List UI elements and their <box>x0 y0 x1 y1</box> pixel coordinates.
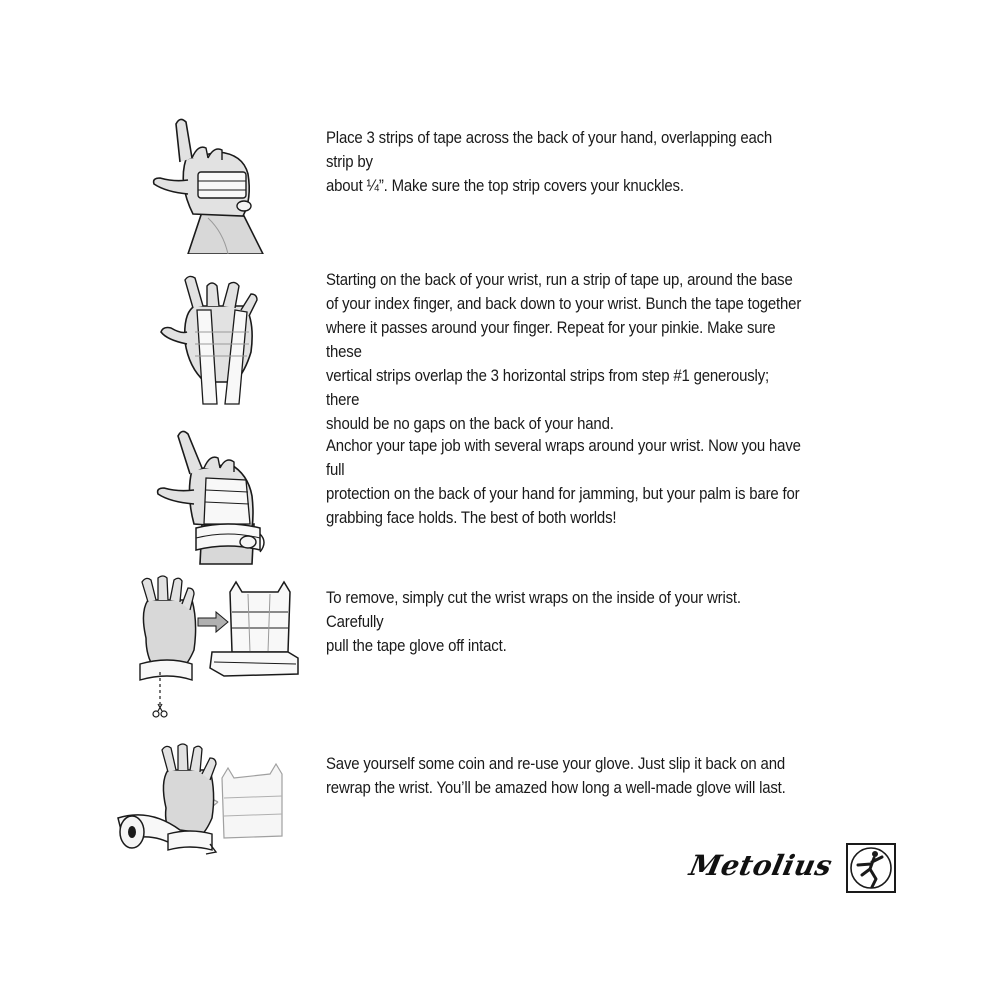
step-2 <box>0 268 988 433</box>
step-2-text: Starting on the back of your wrist, run a strip of tape up, around the base of your index finger, and back down to your wrist. Bunch the tape together where it passes around your finger. Repeat for your pinkie. Make sure these vertical strips overlap the 3 horizontal strips from step #1 generously; there should be no gaps on the back of your hand. <box>326 270 802 433</box>
hand-vertical-strips-icon <box>155 272 275 412</box>
step-4-text: To remove, simply cut the wrist wraps on the inside of your wrist. Carefully pull the tape glove off intact. <box>326 588 741 655</box>
step-1 <box>0 110 988 260</box>
step-4 <box>0 572 988 722</box>
metolius-logo <box>686 843 900 897</box>
metolius-climber-logo-icon <box>846 843 896 893</box>
hand-reuse-glove-icon <box>110 738 295 868</box>
step-3-text: Anchor your tape job with several wraps around your wrist. Now you have full protection on the back of your hand for jamming, but your palm is bare for grabbing face holds. The best of both worlds! <box>326 436 801 527</box>
hand-cut-and-remove-glove-icon <box>132 572 302 722</box>
hand-wrist-wrap-icon <box>152 424 272 569</box>
step-5-text: Save yourself some coin and re-use your glove. Just slip it back on and rewrap the wrist. You’ll be amazed how long a well-made glove will last. <box>326 754 786 797</box>
hand-taping-back-strips-icon <box>148 114 278 254</box>
step-1-text: Place 3 strips of tape across the back of your hand, overlapping each strip by about ¼”. Make sure the top strip covers your knuckles. <box>326 128 773 195</box>
step-3 <box>0 424 988 574</box>
logo-wordmark: Metolius <box>686 849 836 882</box>
